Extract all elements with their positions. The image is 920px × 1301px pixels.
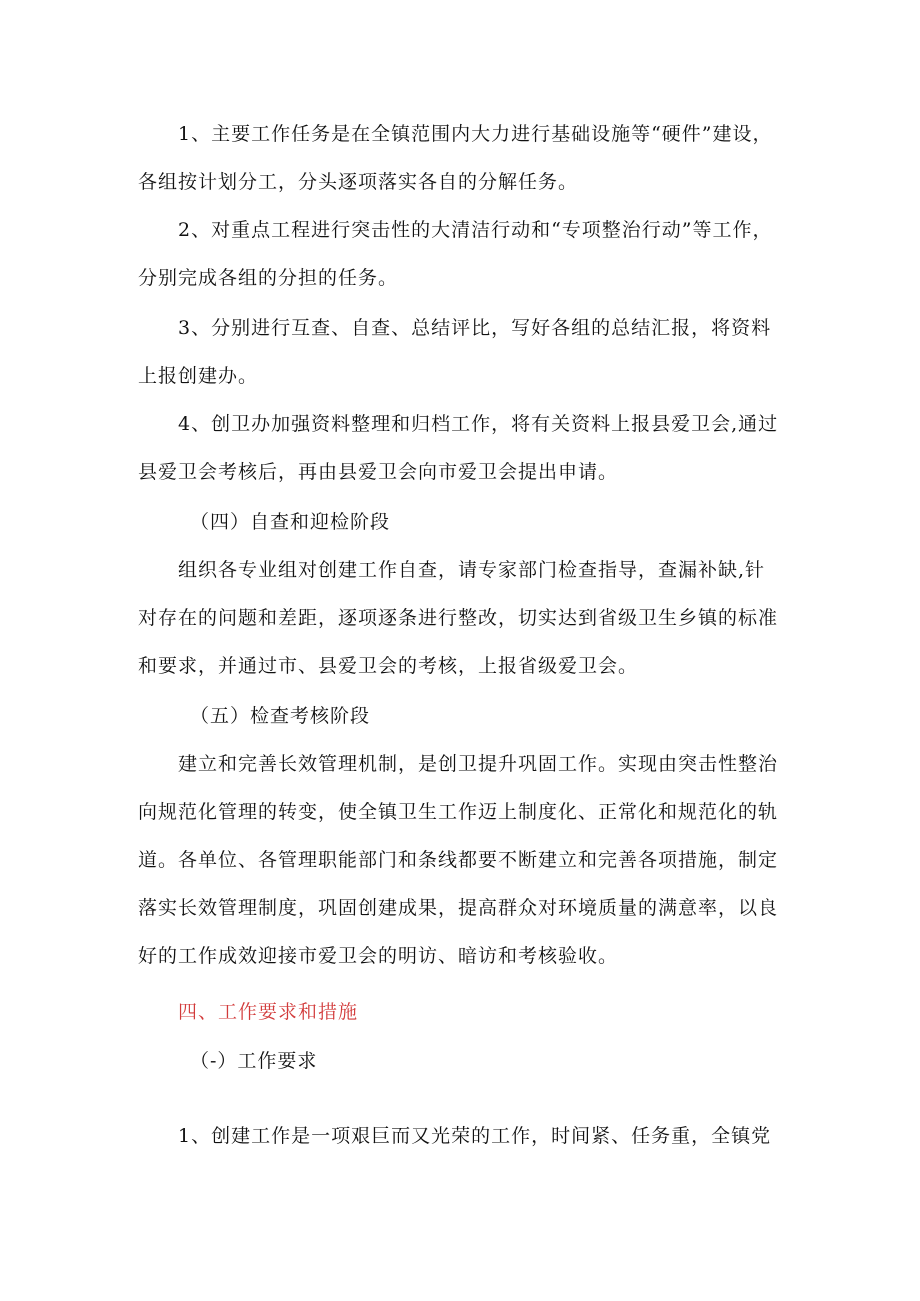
paragraph-6-line-1: 建立和完善长效管理机制，是创卫提升巩固工作。实现由突击性整治 [178, 753, 779, 775]
paragraph-6-line-2: 向规范化管理的转变，使全镇卫生工作迈上制度化、正常化和规范化的轨 [138, 801, 779, 823]
paragraph-5-line-2: 对存在的问题和差距，逐项逐条进行整改，切实达到省级卫生乡镇的标准 [138, 607, 779, 629]
subsection-heading-four: （四）自查和迎检阶段 [190, 511, 391, 533]
paragraph-5-line-1: 组织各专业组对创建工作自查，请专家部门检查指导，查漏补缺,针 [178, 559, 766, 581]
paragraph-1-line-1: 1、主要工作任务是在全镇范围内大力进行基础设施等“硬件”建设， [178, 123, 773, 145]
paragraph-1-line-2: 各组按计划分工，分头逐项落实各自的分解任务。 [138, 171, 579, 193]
paragraph-6-line-4: 落实长效管理制度，巩固创建成果，提高群众对环境质量的满意率，以良 [138, 897, 779, 919]
paragraph-4-line-2: 县爱卫会考核后，再由县爱卫会向市爱卫会提出申请。 [138, 461, 619, 483]
paragraph-3-line-1: 3、分别进行互查、自查、总结评比，写好各组的总结汇报，将资料 [178, 317, 772, 339]
section-heading-four: 四、工作要求和措施 [178, 1001, 359, 1023]
paragraph-2-line-2: 分别完成各组的分担的任务。 [138, 267, 399, 289]
paragraph-3-line-2: 上报创建办。 [138, 365, 259, 387]
subsection-heading-five: （五）检查考核阶段 [190, 705, 371, 727]
paragraph-7-line-1: 1、创建工作是一项艰巨而又光荣的工作，时间紧、任务重，全镇党 [178, 1125, 772, 1147]
paragraph-6-line-5: 好的工作成效迎接市爱卫会的明访、暗访和考核验收。 [138, 945, 619, 967]
paragraph-2-line-1: 2、对重点工程进行突击性的大清洁行动和“专项整治行动”等工作， [178, 219, 773, 241]
paragraph-6-line-3: 道。各单位、各管理职能部门和条线都要不断建立和完善各项措施，制定 [138, 849, 779, 871]
subsection-heading-one: （-）工作要求 [190, 1050, 318, 1072]
paragraph-4-line-1: 4、创卫办加强资料整理和归档工作，将有关资料上报县爱卫会,通过 [178, 413, 779, 435]
paragraph-5-line-3: 和要求，并通过市、县爱卫会的考核，上报省级爱卫会。 [138, 655, 639, 677]
